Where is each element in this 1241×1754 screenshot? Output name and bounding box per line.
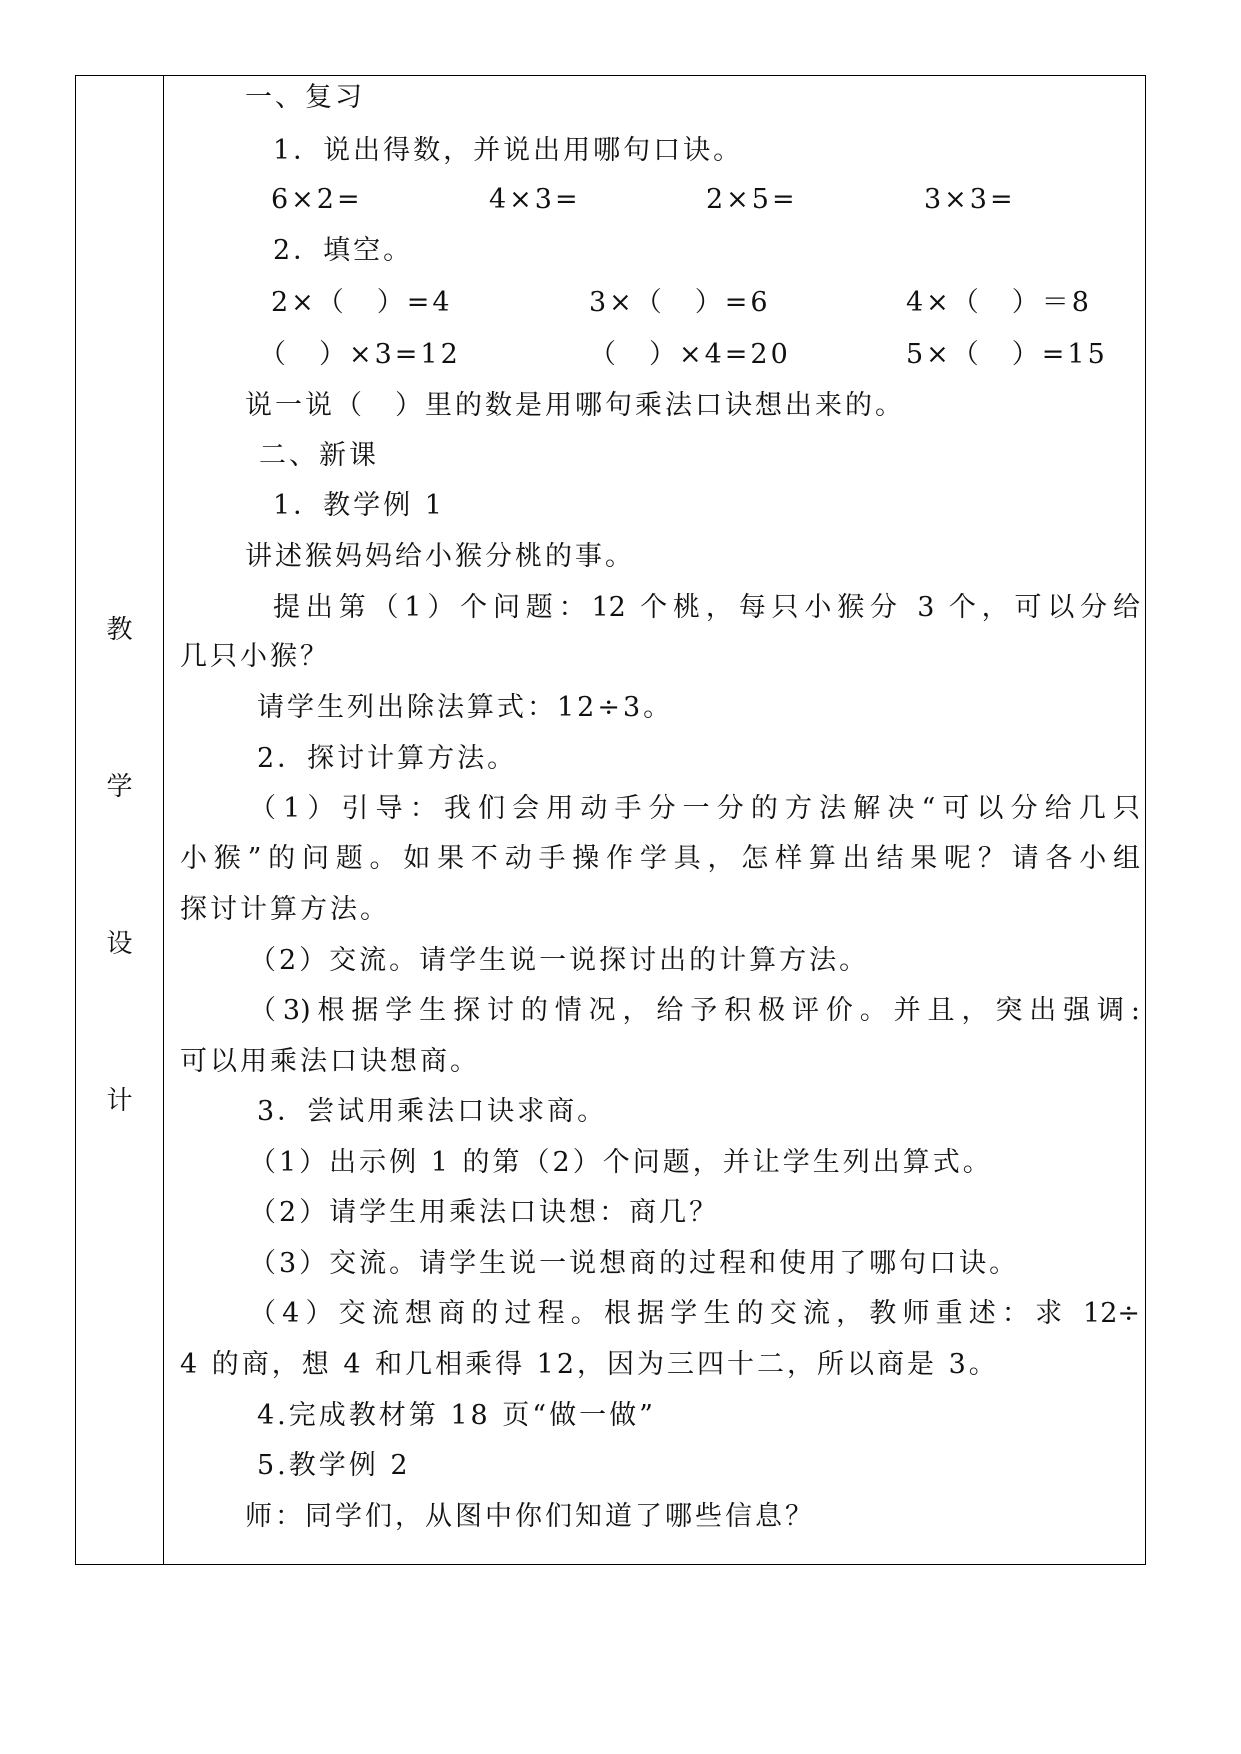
step-heading: 2．探讨计算方法。 <box>257 743 518 774</box>
paragraph-line: 请学生列出除法算式：12÷3。 <box>257 692 674 723</box>
paragraph-line: 4 的商，想 4 和几相乘得 12，因为三四十二，所以商是 3。 <box>180 1349 999 1380</box>
fill-blank-item: （ ）×4=20 <box>589 339 791 370</box>
question-1: 1．说出得数，并说出用哪句口诀。 <box>273 135 744 166</box>
paragraph-line: （1）引导：我们会用动手分一分的方法解决“可以分给几只 <box>249 793 1140 824</box>
paragraph-line: 师：同学们，从图中你们知道了哪些信息？ <box>245 1501 815 1532</box>
exercise-item: 2×5= <box>706 184 798 215</box>
paragraph-line: （3)根据学生探讨的情况，给予积极评价。并且，突出强调: <box>249 995 1140 1026</box>
fill-blank-item: 5×（ ）=15 <box>906 339 1108 370</box>
exercise-item: 3×3= <box>924 184 1016 215</box>
paragraph-line: （4）交流想商的过程。根据学生的交流，教师重述：求 12÷ <box>249 1298 1140 1329</box>
step-heading: 3．尝试用乘法口诀求商。 <box>257 1096 608 1127</box>
paragraph-line: （1）出示例 1 的第（2）个问题，并让学生列出算式。 <box>249 1147 993 1178</box>
side-label-char: 计 <box>106 1086 133 1116</box>
section-heading-review: 一、复习 <box>245 82 365 113</box>
paragraph-line: （2）交流。请学生说一说探讨出的计算方法。 <box>249 945 870 976</box>
exercise-item: 6×2= <box>271 184 363 215</box>
column-divider <box>163 76 164 1564</box>
paragraph-line: 几只小猴？ <box>180 641 330 672</box>
paragraph-line: （3）交流。请学生说一说想商的过程和使用了哪句口诀。 <box>249 1248 1020 1279</box>
section-heading-new-lesson: 二、新课 <box>259 440 379 471</box>
lesson-table <box>75 75 1146 1565</box>
paragraph-line: 探讨计算方法。 <box>180 894 390 925</box>
step-heading: 1．教学例 1 <box>273 490 445 521</box>
side-label-char: 学 <box>106 772 133 802</box>
fill-blank-item: 2×（ ）=4 <box>271 287 453 318</box>
paragraph-line: 提出第（1）个问题：12 个桃，每只小猴分 3 个，可以分给 <box>273 592 1140 623</box>
paragraph-line: 说一说（ ）里的数是用哪句乘法口诀想出来的。 <box>245 390 905 421</box>
side-label-char: 设 <box>106 929 133 959</box>
paragraph-line: （2）请学生用乘法口诀想：商几？ <box>249 1197 720 1228</box>
question-2: 2．填空。 <box>273 235 414 266</box>
paragraph-line: 小猴”的问题。如果不动手操作学具，怎样算出结果呢？请各小组 <box>180 843 1140 874</box>
fill-blank-item: （ ）×3=12 <box>259 339 461 370</box>
fill-blank-item: 4×（ ）＝8 <box>906 287 1092 318</box>
exercise-item: 4×3= <box>489 184 581 215</box>
paragraph-line: 讲述猴妈妈给小猴分桃的事。 <box>245 541 635 572</box>
paragraph-line: 可以用乘法口诀想商。 <box>180 1046 480 1077</box>
fill-blank-item: 3×（ ）=6 <box>589 287 771 318</box>
side-label-char: 教 <box>106 615 133 645</box>
step-heading: 5.教学例 2 <box>257 1450 411 1481</box>
step-heading: 4.完成教材第 18 页“做一做” <box>257 1400 656 1431</box>
